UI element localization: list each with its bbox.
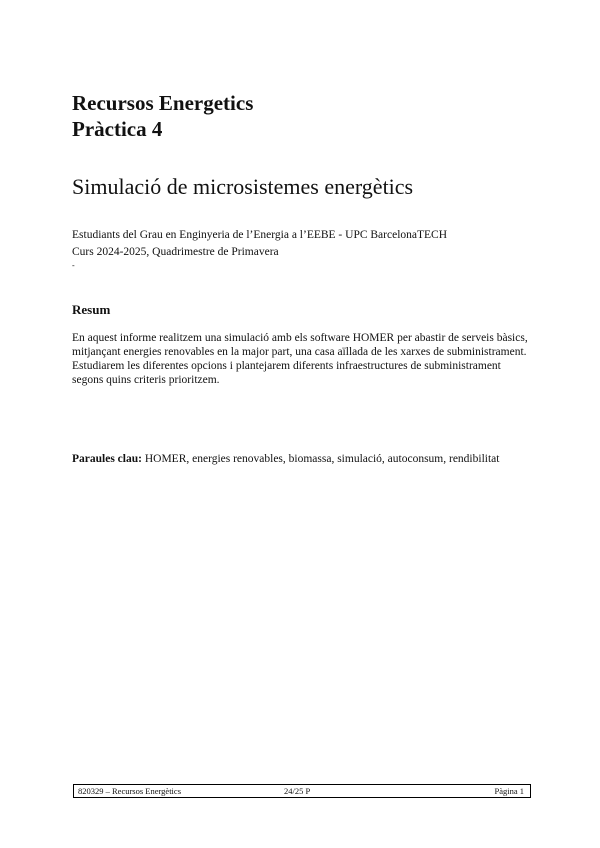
footer-term: 24/25 P: [284, 786, 311, 796]
practice-number: Pràctica 4: [72, 117, 163, 141]
keywords-label: Paraules clau:: [72, 453, 142, 465]
document-title: Simulació de microsistemes energètics: [72, 174, 414, 199]
abstract-paragraph-2: Estudiarem les diferentes opcions i plantejarem diferents infraestructures de subministrament segons quins criteris prioritzem.: [72, 360, 501, 386]
abstract-heading: Resum: [72, 302, 111, 317]
keywords-line: [72, 452, 542, 466]
keywords-value: HOMER, energies renovables, biomassa, simulació, autoconsum, rendibilitat: [144, 453, 500, 465]
footer-course-code: 820329 – Recursos Energètics: [78, 786, 182, 796]
separator-mark: -: [72, 261, 75, 270]
author-block: [72, 227, 447, 271]
course-line: Curs 2024-2025, Quadrimestre de Primavera: [72, 246, 279, 258]
footer-page-number: Pàgina 1: [494, 786, 524, 796]
authors-line: Estudiants del Grau en Enginyeria de l’Energia a l’EEBE - UPC BarcelonaTECH: [72, 229, 448, 241]
abstract-body: [72, 331, 532, 387]
course-title: Recursos Energetics: [72, 91, 254, 115]
page-footer: [73, 784, 531, 798]
abstract-paragraph-1: En aquest informe realitzem una simulació amb els software HOMER per abastir de serveis bàsics, mitjançant energies renovables en la major part, una casa aïllada de les xarxes de subministrament.: [72, 332, 528, 358]
document-header: [72, 90, 253, 142]
